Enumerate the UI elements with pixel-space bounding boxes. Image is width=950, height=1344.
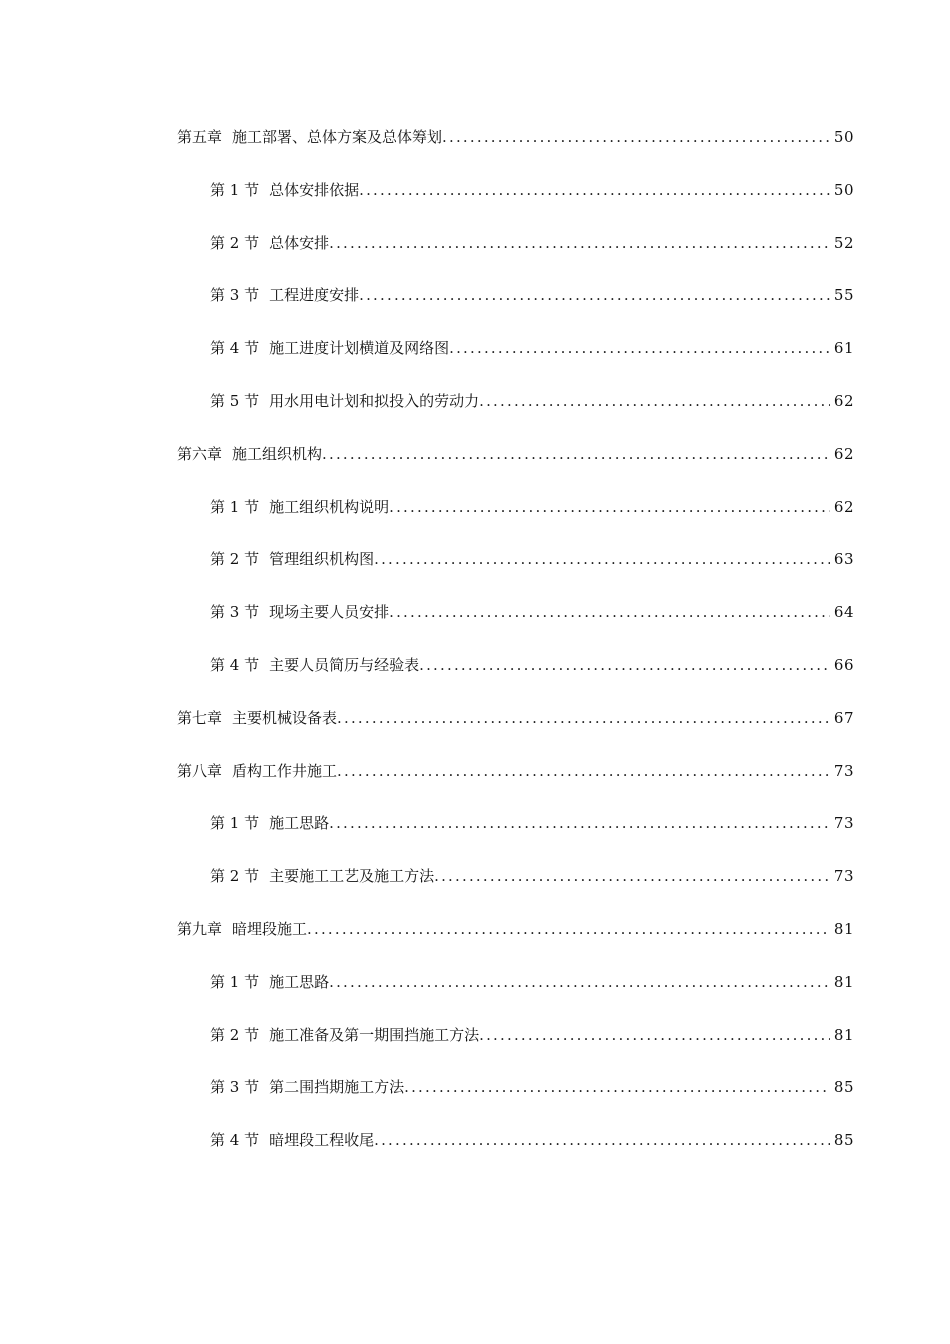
toc-entry-title: 暗埋段工程收尾 bbox=[269, 1131, 375, 1150]
toc-entry-section[interactable] bbox=[0, 969, 950, 1022]
toc-entry-page: 62 bbox=[833, 444, 854, 463]
toc-entry-title: 暗埋段施工 bbox=[232, 919, 308, 938]
toc-entry-title: 施工准备及第一期围挡施工方法 bbox=[269, 1025, 480, 1044]
toc-entry-title: 主要机械设备表 bbox=[232, 708, 338, 727]
toc-entry-page: 66 bbox=[833, 655, 854, 674]
toc-entry-number: 第 1 节 bbox=[210, 814, 260, 833]
toc-entry-chapter-8[interactable] bbox=[0, 758, 950, 811]
toc-entry-page: 62 bbox=[833, 391, 854, 410]
toc-entry-title: 施工思路 bbox=[269, 972, 330, 991]
toc-entry-page: 73 bbox=[833, 814, 854, 833]
toc-entry-chapter-9[interactable] bbox=[0, 916, 950, 969]
toc-entry-title: 主要施工工艺及施工方法 bbox=[269, 867, 435, 886]
dot-leader bbox=[434, 863, 830, 889]
toc-entry-number: 第七章 bbox=[177, 708, 223, 727]
dot-leader bbox=[479, 388, 830, 414]
toc-entry-page: 73 bbox=[833, 761, 854, 780]
toc-entry-page: 52 bbox=[833, 233, 854, 252]
toc-entry-title: 主要人员简历与经验表 bbox=[269, 655, 420, 674]
toc-entry-title: 施工思路 bbox=[269, 814, 330, 833]
toc-entry-chapter-6[interactable] bbox=[0, 441, 950, 494]
toc-entry-number: 第 2 节 bbox=[210, 550, 260, 569]
toc-entry-title: 施工组织机构 bbox=[232, 444, 323, 463]
toc-entry-number: 第 4 节 bbox=[210, 655, 260, 674]
dot-leader bbox=[359, 177, 830, 203]
toc-entry-page: 81 bbox=[833, 972, 854, 991]
toc-entry-number: 第 2 节 bbox=[210, 867, 260, 886]
toc-entry-number: 第 3 节 bbox=[210, 603, 260, 622]
dot-leader bbox=[404, 1074, 830, 1100]
toc-entry-title: 施工进度计划横道及网络图 bbox=[269, 339, 450, 358]
toc-entry-number: 第 5 节 bbox=[210, 391, 260, 410]
toc-entry-number: 第 1 节 bbox=[210, 497, 260, 516]
toc-entry-section[interactable] bbox=[0, 1022, 950, 1075]
toc-entry-page: 50 bbox=[833, 180, 854, 199]
toc-entry-title: 总体安排 bbox=[269, 233, 330, 252]
toc-entry-title: 施工部署、总体方案及总体筹划 bbox=[232, 128, 443, 146]
dot-leader bbox=[374, 1127, 830, 1153]
dot-leader bbox=[329, 230, 830, 256]
toc-entry-section[interactable] bbox=[0, 810, 950, 863]
toc-entry-number: 第六章 bbox=[177, 444, 223, 463]
toc-entry-section[interactable] bbox=[0, 652, 950, 705]
toc-entry-section[interactable] bbox=[0, 1074, 950, 1127]
toc-entry-chapter-7[interactable] bbox=[0, 705, 950, 758]
toc-entry-chapter-5[interactable] bbox=[0, 124, 950, 177]
toc-entry-number: 第 3 节 bbox=[210, 1078, 260, 1097]
dot-leader bbox=[329, 969, 830, 995]
toc-entry-number: 第五章 bbox=[177, 128, 223, 146]
toc-entry-number: 第 3 节 bbox=[210, 286, 260, 305]
toc-entry-section[interactable] bbox=[0, 546, 950, 599]
toc-entry-title: 用水用电计划和拟投入的劳动力 bbox=[269, 391, 480, 410]
toc-entry-page: 85 bbox=[833, 1078, 854, 1097]
dot-leader bbox=[322, 441, 830, 467]
toc-entry-page: 73 bbox=[833, 867, 854, 886]
toc-entry-number: 第 1 节 bbox=[210, 972, 260, 991]
dot-leader bbox=[389, 599, 830, 625]
toc-entry-number: 第 4 节 bbox=[210, 339, 260, 358]
toc-entry-section[interactable] bbox=[0, 388, 950, 441]
toc-entry-title: 盾构工作井施工 bbox=[232, 761, 338, 780]
toc-entry-title: 第二围挡期施工方法 bbox=[269, 1078, 405, 1097]
toc-entry-page: 55 bbox=[833, 286, 854, 305]
toc-entry-page: 64 bbox=[833, 603, 854, 622]
dot-leader bbox=[479, 1022, 830, 1048]
toc-entry-title: 工程进度安排 bbox=[269, 286, 360, 305]
toc-entry-number: 第 1 节 bbox=[210, 180, 260, 199]
dot-leader bbox=[307, 916, 830, 942]
dot-leader bbox=[419, 652, 830, 678]
dot-leader bbox=[337, 758, 830, 784]
toc-entry-page: 62 bbox=[833, 497, 854, 516]
toc-entry-section[interactable] bbox=[0, 494, 950, 547]
dot-leader bbox=[359, 282, 830, 308]
toc-entry-page: 50 bbox=[833, 128, 854, 146]
toc-entry-number: 第 4 节 bbox=[210, 1131, 260, 1150]
dot-leader bbox=[374, 546, 830, 572]
toc-entry-page: 63 bbox=[833, 550, 854, 569]
toc-entry-number: 第 2 节 bbox=[210, 233, 260, 252]
toc-entry-title: 现场主要人员安排 bbox=[269, 603, 390, 622]
toc-entry-section[interactable] bbox=[0, 177, 950, 230]
toc-entry-page: 61 bbox=[833, 339, 854, 358]
toc-entry-section[interactable] bbox=[0, 282, 950, 335]
toc-entry-page: 81 bbox=[833, 1025, 854, 1044]
toc-entry-number: 第八章 bbox=[177, 761, 223, 780]
toc-entry-number: 第 2 节 bbox=[210, 1025, 260, 1044]
dot-leader bbox=[329, 810, 830, 836]
toc-entry-title: 总体安排依据 bbox=[269, 180, 360, 199]
table-of-contents bbox=[0, 124, 950, 1180]
toc-entry-title: 施工组织机构说明 bbox=[269, 497, 390, 516]
toc-entry-section[interactable] bbox=[0, 599, 950, 652]
toc-entry-number: 第九章 bbox=[177, 919, 223, 938]
toc-entry-page: 67 bbox=[833, 708, 854, 727]
toc-entry-section[interactable] bbox=[0, 230, 950, 283]
toc-entry-page: 81 bbox=[833, 919, 854, 938]
toc-entry-title: 管理组织机构图 bbox=[269, 550, 375, 569]
dot-leader bbox=[337, 705, 830, 731]
toc-entry-section[interactable] bbox=[0, 1127, 950, 1180]
toc-entry-page: 85 bbox=[833, 1131, 854, 1150]
toc-entry-section[interactable] bbox=[0, 335, 950, 388]
dot-leader bbox=[389, 494, 830, 520]
toc-entry-section[interactable] bbox=[0, 863, 950, 916]
dot-leader bbox=[442, 124, 830, 150]
dot-leader bbox=[449, 335, 830, 361]
